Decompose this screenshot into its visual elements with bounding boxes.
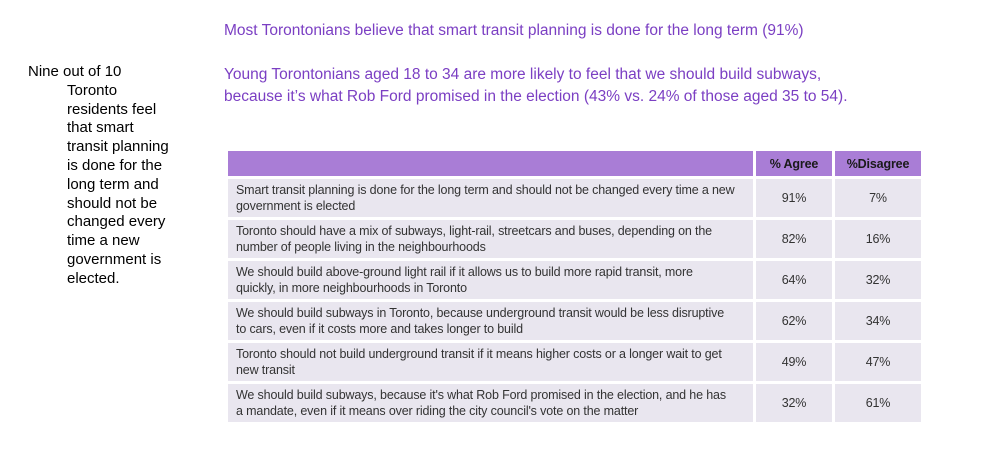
disagree-value: 7% xyxy=(835,179,921,217)
margin-summary-note xyxy=(28,63,208,289)
page-headline: Most Torontonians believe that smart transit planning is done for the long term (91%) xyxy=(224,22,804,39)
table-row xyxy=(228,384,921,422)
disagree-value: 34% xyxy=(835,302,921,340)
margin-note-line: changed every xyxy=(67,213,166,231)
disagree-value: 61% xyxy=(835,384,921,422)
agree-column-header: % Agree xyxy=(756,151,832,176)
agree-value: 62% xyxy=(756,302,832,340)
margin-note-line: Toronto xyxy=(67,81,118,99)
table-row xyxy=(228,220,921,258)
agree-value: 64% xyxy=(756,261,832,299)
statement-cell: We should build subways in Toronto, because underground transit would be less disruptive to cars, even if it costs more and takes longer to build xyxy=(228,302,753,340)
agree-value: 91% xyxy=(756,179,832,217)
survey-results-table xyxy=(225,148,924,425)
disagree-column-header: %Disagree xyxy=(835,151,921,176)
table-row xyxy=(228,343,921,381)
statement-cell: We should build above-ground light rail if it allows us to build more rapid transit, more quickly, in more neighbourhoods in Toronto xyxy=(228,261,753,299)
statement-cell: Smart transit planning is done for the long term and should not be changed every time a new government is elected xyxy=(228,179,753,217)
margin-note-line: that smart xyxy=(67,119,134,137)
margin-note-line: residents feel xyxy=(67,100,157,118)
margin-note-line: Nine out of 10 xyxy=(28,63,122,80)
statement-cell: Toronto should have a mix of subways, light-rail, streetcars and buses, depending on the number of people living in the neighbourhoods xyxy=(228,220,753,258)
statement-cell: Toronto should not build underground transit if it means higher costs or a longer wait to get new transit xyxy=(228,343,753,381)
table-header-row xyxy=(228,151,921,176)
margin-note-line: should not be xyxy=(67,194,158,212)
table-row xyxy=(228,302,921,340)
table-row xyxy=(228,261,921,299)
margin-note-line: transit planning xyxy=(67,138,169,156)
agree-value: 82% xyxy=(756,220,832,258)
agree-value: 49% xyxy=(756,343,832,381)
disagree-value: 32% xyxy=(835,261,921,299)
margin-note-line: long term and xyxy=(67,175,159,193)
disagree-value: 16% xyxy=(835,220,921,258)
agree-value: 32% xyxy=(756,384,832,422)
page-subheadline: Young Torontonians aged 18 to 34 are more likely to feel that we should build subways, because it’s what Rob Ford promised in the election (43% vs. 24% of those aged 35 to 54). xyxy=(224,66,848,105)
margin-note-line: elected. xyxy=(67,269,120,287)
statement-column-header xyxy=(228,151,753,176)
margin-note-line: time a new xyxy=(67,232,140,250)
margin-note-line: government is xyxy=(67,250,162,268)
statement-cell: We should build subways, because it's what Rob Ford promised in the election, and he has a mandate, even if it means over riding the city council's vote on the matter xyxy=(228,384,753,422)
disagree-value: 47% xyxy=(835,343,921,381)
table-row xyxy=(228,179,921,217)
margin-note-line: is done for the xyxy=(67,156,163,174)
